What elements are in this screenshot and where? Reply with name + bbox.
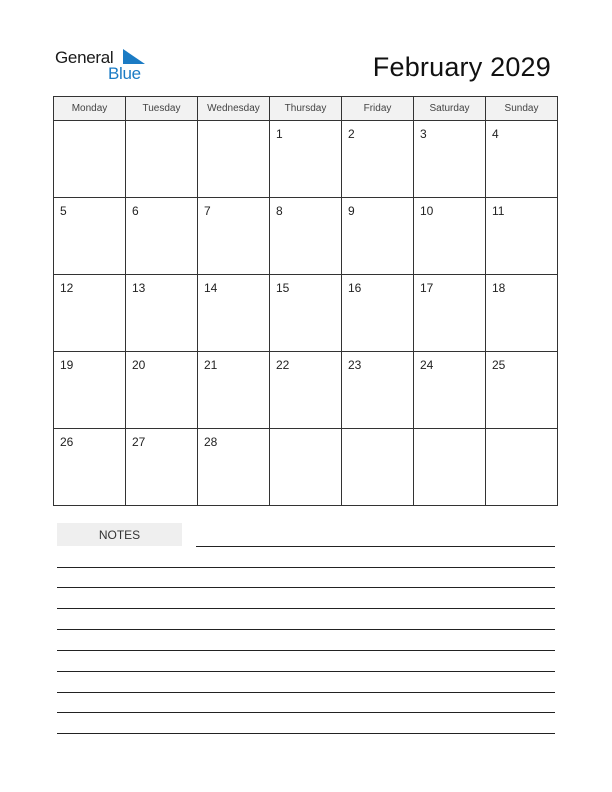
note-line — [196, 546, 555, 547]
day-cell — [198, 352, 270, 429]
weekday-header: Friday — [342, 97, 414, 121]
week-row — [54, 198, 558, 275]
day-cell — [126, 198, 198, 275]
day-cell — [342, 352, 414, 429]
note-line — [57, 692, 555, 693]
brand-logo — [55, 46, 155, 86]
day-number: 5 — [60, 204, 67, 218]
day-cell — [54, 275, 126, 352]
day-number: 2 — [348, 127, 355, 141]
note-line — [57, 733, 555, 734]
day-number: 11 — [492, 204, 505, 218]
note-line — [57, 608, 555, 609]
day-cell — [342, 121, 414, 198]
day-number: 27 — [132, 435, 146, 449]
day-cell — [54, 352, 126, 429]
weekday-header: Saturday — [414, 97, 486, 121]
day-cell — [342, 275, 414, 352]
day-cell — [126, 275, 198, 352]
day-cell — [198, 198, 270, 275]
day-cell — [198, 121, 270, 198]
day-number: 3 — [420, 127, 427, 141]
day-number — [486, 429, 557, 435]
day-cell — [486, 352, 558, 429]
day-number: 22 — [276, 358, 290, 372]
day-cell — [54, 198, 126, 275]
logo-triangle-icon — [123, 49, 145, 64]
day-number: 16 — [348, 281, 362, 295]
day-cell — [486, 198, 558, 275]
day-number — [414, 429, 485, 435]
day-number: 17 — [420, 281, 434, 295]
day-cell — [270, 352, 342, 429]
day-cell — [414, 429, 486, 506]
day-number: 6 — [132, 204, 139, 218]
day-number: 13 — [132, 281, 146, 295]
week-row — [54, 275, 558, 352]
calendar-grid — [53, 96, 558, 506]
day-number: 25 — [492, 358, 506, 372]
day-number: 21 — [204, 358, 218, 372]
day-number: 9 — [348, 204, 355, 218]
day-cell — [54, 121, 126, 198]
weekday-header-row — [54, 97, 558, 121]
day-cell — [126, 352, 198, 429]
day-cell — [126, 121, 198, 198]
day-number: 14 — [204, 281, 218, 295]
day-number: 18 — [492, 281, 506, 295]
day-cell — [270, 121, 342, 198]
weekday-header: Monday — [54, 97, 126, 121]
day-number — [126, 121, 197, 127]
brand-word-general: General — [55, 48, 114, 67]
day-number: 12 — [60, 281, 74, 295]
brand-word-blue: Blue — [108, 64, 141, 83]
day-cell — [414, 275, 486, 352]
day-cell — [198, 275, 270, 352]
day-number: 28 — [204, 435, 218, 449]
day-cell — [414, 352, 486, 429]
day-cell — [342, 198, 414, 275]
day-number: 24 — [420, 358, 434, 372]
note-line — [57, 650, 555, 651]
note-line — [57, 567, 555, 568]
note-line — [57, 629, 555, 630]
day-number: 19 — [60, 358, 74, 372]
day-number: 7 — [204, 204, 211, 218]
day-cell — [414, 198, 486, 275]
day-number — [270, 429, 341, 435]
day-number — [342, 429, 413, 435]
notes-label: NOTES — [57, 523, 182, 546]
day-number — [54, 121, 125, 127]
day-cell — [414, 121, 486, 198]
week-row — [54, 121, 558, 198]
day-number: 4 — [492, 127, 499, 141]
note-line — [57, 671, 555, 672]
note-line — [57, 587, 555, 588]
day-number: 20 — [132, 358, 146, 372]
week-row — [54, 352, 558, 429]
day-cell — [270, 429, 342, 506]
note-line — [57, 712, 555, 713]
day-cell — [198, 429, 270, 506]
day-cell — [54, 429, 126, 506]
day-cell — [126, 429, 198, 506]
day-number: 1 — [276, 127, 283, 141]
weekday-header: Sunday — [486, 97, 558, 121]
day-cell — [486, 429, 558, 506]
day-cell — [486, 275, 558, 352]
day-number — [198, 121, 269, 127]
month-title: February 2029 — [372, 52, 551, 82]
day-cell — [342, 429, 414, 506]
day-cell — [270, 198, 342, 275]
day-number: 26 — [60, 435, 74, 449]
day-number: 23 — [348, 358, 362, 372]
day-number: 8 — [276, 204, 283, 218]
weekday-header: Wednesday — [198, 97, 270, 121]
day-number: 10 — [420, 204, 434, 218]
day-cell — [486, 121, 558, 198]
day-cell — [270, 275, 342, 352]
weekday-header: Tuesday — [126, 97, 198, 121]
day-number: 15 — [276, 281, 290, 295]
week-row — [54, 429, 558, 506]
weekday-header: Thursday — [270, 97, 342, 121]
